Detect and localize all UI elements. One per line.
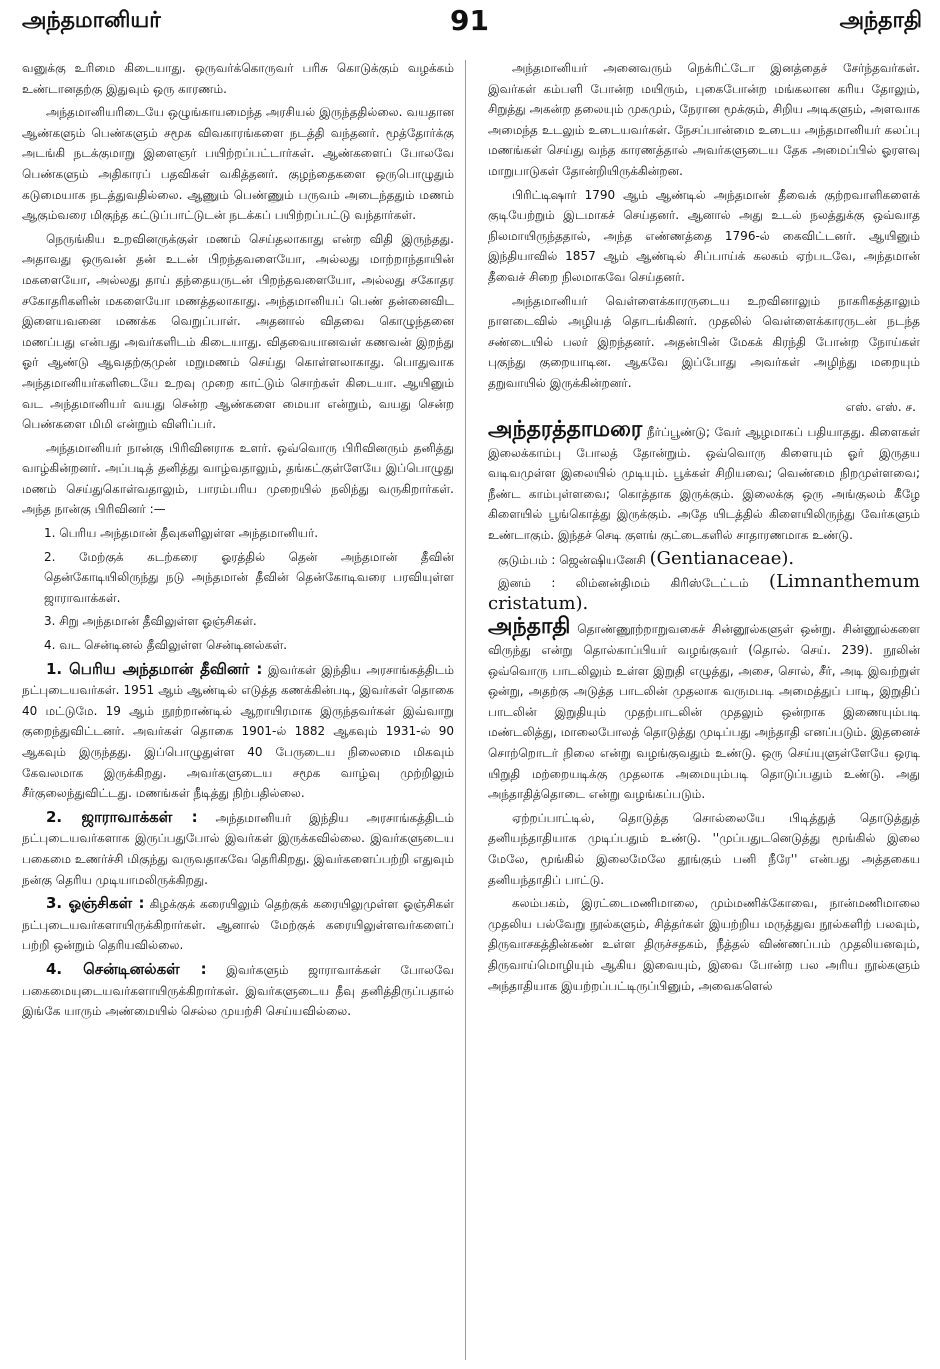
list-item: 3. சிறு அந்தமான் தீவிலுள்ள ஓஞ்சிகள்.	[44, 614, 257, 629]
entry-heading: அந்தரத்தாமரை	[488, 417, 643, 443]
section-paragraph	[22, 807, 454, 890]
list-item: 1. பெரிய அந்தமான் தீவுகளிலுள்ள அந்தமானியர்.	[44, 526, 319, 541]
paragraph: அந்தமானியர் வெள்ளைக்காரருடைய உறவினாலும் நாகரிகத்தாலும் நாளடைவில் அழியத் தொடங்கினர். முதலில் வெள்ளைக்காரருடன் நடந்த சண்டையில் பலர் இறந்தனர். அதன்பின் மேகக் கிரந்தி போன்ற நோய்கள் புகுந்து குறையாடின. ஆகவே இப்போது அவர்கள் அழிந்து மறையும் தறுவாயில் இருக்கின்றனர்.	[488, 293, 920, 390]
family-line	[488, 549, 920, 571]
entry-paragraph	[488, 417, 920, 546]
section-paragraph	[22, 659, 454, 804]
paragraph: பிரிட்டிஷார் 1790 ஆம் ஆண்டில் அந்தமான் தீவைக் குற்றவாளிகளைக் குடியேற்றும் இடமாகச் செய்தனர். ஆனால் அது உடல் நலத்துக்கு ஒவ்வாத நிலமாயிருந்ததால், அந்த எண்ணத்தை 1796-ல் கைவிட்டனர். ஆயினும் இந்தியாவில் 1857 ஆம் ஆண்டில் சிப்பாய்க் கலகம் ஏற்படவே, அந்தமான் தீவைச் சிறை நிலமாகவே செய்தனர்.	[488, 187, 920, 284]
section-heading: 2. ஜாராவாக்கள் :	[46, 807, 198, 826]
genus-line	[488, 572, 920, 615]
paragraph: நெருங்கிய உறவினருக்குள் மணம் செய்தலாகாது என்ற விதி இருந்தது. அதாவது ஒருவன் தன் உடன் பிறந்தவளையோ, அல்லது மாற்றாந்தாயின் மகளையோ, அல்லது தாய் தந்தையருடன் பிறந்தவளையோ, அல்லது சகோதர சகோதரிகளின் மகளையோ மணத்தலாகாது. அந்தமானியப் பெண் தன்னைவிட இளையவனை மணக்க வெறுப்பாள். அதனால் விதவை கொழுந்தனை மணப்பது என்பது அவர்களிடம் கிடையாது. விதவையானவள் கணவன் இறந்து ஓர் ஆண்டு ஆவதற்குமுன் மறுமணம் செய்து கொள்ளலாகாது. பொதுவாக அந்தமானியர்களிடையே உறவு முறை காட்டும் சொற்கள் கிடையா. ஆயினும் வட அந்தமானியர் வயது சென்ற ஆண்களை மையா என்றும், வயது சென்ற பெண்களை மிமி என்றும் விளிப்பர்.	[22, 231, 454, 432]
entry-heading: அந்தாதி	[488, 614, 571, 640]
genus-label: இனம் :	[498, 576, 556, 591]
section-paragraph	[22, 893, 454, 956]
left-column	[22, 58, 454, 1363]
paragraph: ஏற்றப்பாட்டில், தொடுத்த சொல்லையே பிடித்துத் தொடுத்துத் தனியந்தாதியாக முடிப்பதும் உண்டு. ''முப்பதுடனெடுத்து மூங்கில் இலை மேலே, மூங்கில் இலைமேலே தூங்கும் பனி நீரே'' என்பது அத்தகைய தனியந்தாதிப் பாட்டு.	[488, 810, 920, 887]
paragraph: அந்தமானியர் நான்கு பிரிவினராக உளர். ஒவ்வொரு பிரிவினரும் தனித்து வாழ்கின்றனர். அப்படித் தனித்து வாழ்வதாலும், தங்கட்குள்ளேயே இப்பொழுது மணம் செய்துகொள்வதாலும், பாரம்பரிய முறையில் நலிந்து வருகிறார்கள். அந்த நான்கு பிரிவினர் :—	[22, 440, 454, 517]
paragraph: வனுக்கு உரிமை கிடையாது. ஒருவர்க்கொருவர் பரிசு கொடுக்கும் வழக்கம் உண்டானதற்கு இதுவும் ஒரு காரணம்.	[22, 61, 454, 96]
genus-scientific-name: (Limnanthemum cristatum).	[488, 571, 920, 614]
genus-value: லிம்னன்திமம் கிரிஸ்டேட்டம்	[575, 576, 749, 591]
paragraph: அந்தமானியரிடையே ஒழுங்காயமைந்த அரசியல் இருந்ததில்லை. வயதான ஆண்களும் பெண்களும் சமூக விவகாரங்களை நடத்தி வந்தனர். மூத்தோர்க்கு அடங்கி நடக்குமாறு இளைஞர் பயிற்றப்பட்டார்கள். ஆண்களைப் போலவே பெண்களும் அதிகாரப் பதவிகள் வகித்தனர். குழந்தைகளை ஒருபொழுதும் கடுமையாக நடத்துவதில்லை. ஆணும் பெண்ணும் பருவம் அடைந்ததும் மணம் ஆகும்வரை மிகுந்த கட்டுப்பாட்டுடன் நடக்கப் பயிற்றப்பட்டு வந்தார்கள்.	[22, 105, 454, 223]
section-text: கிழக்குக் கரையிலும் தெற்குக் கரையிலுமுள்ள ஓஞ்சிகள் நட்புடையவர்களாயிருக்கிறார்கள். ஆனால் மேற்குக் கரையிலுள்ளவர்களைப் பற்றி ஒன்றும் தெரியவில்லை.	[22, 897, 454, 953]
author-signature: எஸ். எஸ். ச.	[845, 399, 916, 414]
entry-text: நீர்ப்பூண்டு; வேர் ஆழமாகப் பதியாதது. கிளைகள் இலைக்காம்பு போலத் தோன்றும். ஒவ்வொரு கிளையும் ஓர் இருதய வடிவமுள்ள இலையில் முடியும். பூக்கள் சிறியவை; வெண்மை நிறமுள்ளவை; நீண்ட காம்புள்ளவை; கொத்தாக இருக்கும். இலைக்கு ஒரு அங்குலம் கீழே கிளையில் பூங்கொத்து இருக்கும். அதே யிடத்தில் கிளையிலிருந்து வேர்களும் உண்டாகும். இந்தச் செடி குளங் குட்டைகளில் சாதாரணமாக உண்டு.	[488, 425, 920, 543]
section-text: அந்தமானியர் இந்திய அரசாங்கத்திடம் நட்புடையவர்களாக இருப்பதுபோல் இவர்கள் இருக்கவில்லை. இவர்களுடைய பகைமை உணர்ச்சி மிகுந்து வருவதாகவே தெரிகிறது. இவர்களைப்பற்றி எதுவும் நன்கு தெரிய முடியாமலிருக்கிறது.	[22, 810, 454, 887]
section-heading: 1. பெரிய அந்தமான் தீவினர் :	[46, 659, 263, 678]
page-header	[0, 0, 940, 52]
family-value: ஜென்ஷியனேசி	[559, 552, 646, 567]
running-head-left: அந்தமானியர்	[22, 8, 161, 33]
paragraph: கலம்பகம், இரட்டைமணிமாலை, மும்மணிக்கோவை, நான்மணிமாலை முதலிய பல்வேறு நூல்களும், சித்தர்கள் இயற்றிய மருத்துவ நூல்களிற் பலவும், திருவாசகத்தின்கண் உள்ள திருச்சதகம், நீத்தல் விண்ணப்பம் முதலியனவும், திருவாய்மொழியும் ஆகிய இவையும், இவை போன்ற பல அரிய நூல்களும் அந்தாதியாக இயற்றப்பட்டிருப்பினும், அவைகளெல்	[488, 896, 920, 993]
running-head-right: அந்தாதி	[839, 8, 922, 33]
family-scientific-name: (Gentianaceae).	[649, 547, 795, 569]
right-column	[488, 58, 920, 1363]
page-number: 91	[450, 4, 489, 37]
section-heading: 3. ஓஞ்சிகள் :	[46, 894, 145, 913]
entry-text: தொண்ணூற்றாறுவகைச் சின்னூல்களுள் ஒன்று. சின்னூல்களை விருந்து என்று தொல்காப்பியர் வழங்குவர் (தொல். செய். 239). நூலின் ஒவ்வொரு பாடலிலும் உள்ள இறுதி எழுத்து, அசை, சொல், சீர், அடி இவற்றுள் ஒன்று, அதற்கு அடுத்த பாடலின் முதலாக வருமபடி அமைத்துப் பாடி, இறுதிப் பாடலின் இறுதியும் முதற்பாடலின் முதலும் ஒன்றாக இணையும்படி மண்டலித்து, மாலைபோலத் தொடுத்து முடிப்பது அந்தாதி எனப்படும். இதனைச் சொற்றொடர் நிலை என்று வழங்குவதும் உண்டு. ஒரு செய்யுளுள்ளேயே ஒரடி யிறுதி மற்றையடிக்கு முதலாக அமையும்படி தொடுப்பதும் உண்டு. அது அந்தாதித்தொடை என்று வழங்கப்படும்.	[488, 622, 920, 802]
paragraph: அந்தமானியர் அனைவரும் நெக்ரிட்டோ இனத்தைச் சேர்ந்தவர்கள். இவர்கள் கம்பளி போன்ற மயிரும், புகைபோன்ற மங்கலான கரிய தோலும், சிறுத்து அகன்ற தலையும் முகமும், நேரான மூக்கும், சிறிய அடிகளும், அளவாக அமைந்த உடலும் உடையவர்கள். நேசப்பான்மை உடைய அந்தமானியர் கலப்பு மணங்கள் செய்து வந்த காரணத்தால் அவர்களுடைய தேக அமைப்பில் ஓரளவு மாறுபாடுகள் தோன்றியிருக்கின்றன.	[488, 61, 920, 178]
entry-paragraph	[488, 614, 920, 804]
section-text: இவர்களும் ஜாராவாக்கள் போலவே பகைமையுடையவர்களாயிருக்கிறார்கள். இவர்களுடைய தீவு தனித்திருப்பதால் இங்கே யாரும் அண்மையில் செல்ல முயற்சி செய்யவில்லை.	[22, 962, 454, 1019]
section-text: இவர்கள் இந்திய அரசாங்கத்திடம் நட்புடையவர்கள். 1951 ஆம் ஆண்டில் எடுத்த கணக்கின்படி, இவர்கள் தொகை 40 மட்டுமே. 19 ஆம் நூற்றாண்டில் ஆறாயிரமாக இருந்தவர்கள் இவ்வாறு குறைந்துவிட்டனர். அவர்கள் தொகை 1901-ல் 1882 ஆகவும் 1931-ல் 90 ஆகவும் இருந்தது. இப்பொழுதுள்ள 40 பேருடைய நிலைமை மிகவும் கேவலமாக இருக்கிறது. அவர்களுடைய சமூக வாழ்வு முற்றிலும் சீர்குலைந்துவிட்டது. மணங்கள் நீடித்து நிற்பதில்லை.	[22, 662, 454, 801]
section-paragraph	[22, 959, 454, 1022]
family-label: குடும்பம் :	[498, 552, 556, 567]
section-heading: 4. சென்டினல்கள் :	[46, 959, 207, 978]
list-item: 4. வட சென்டினல் தீவிலுள்ள சென்டினல்கள்.	[44, 638, 288, 653]
column-divider	[465, 60, 466, 1360]
list-item: 2. மேற்குக் கடற்கரை ஓரத்தில் தென் அந்தமான் தீவின் தென்கோடியிலிருந்து நடு அந்தமான் தீவின் தென்கோடிவரை பரவியுள்ள ஜாராவாக்கள்.	[44, 549, 454, 605]
